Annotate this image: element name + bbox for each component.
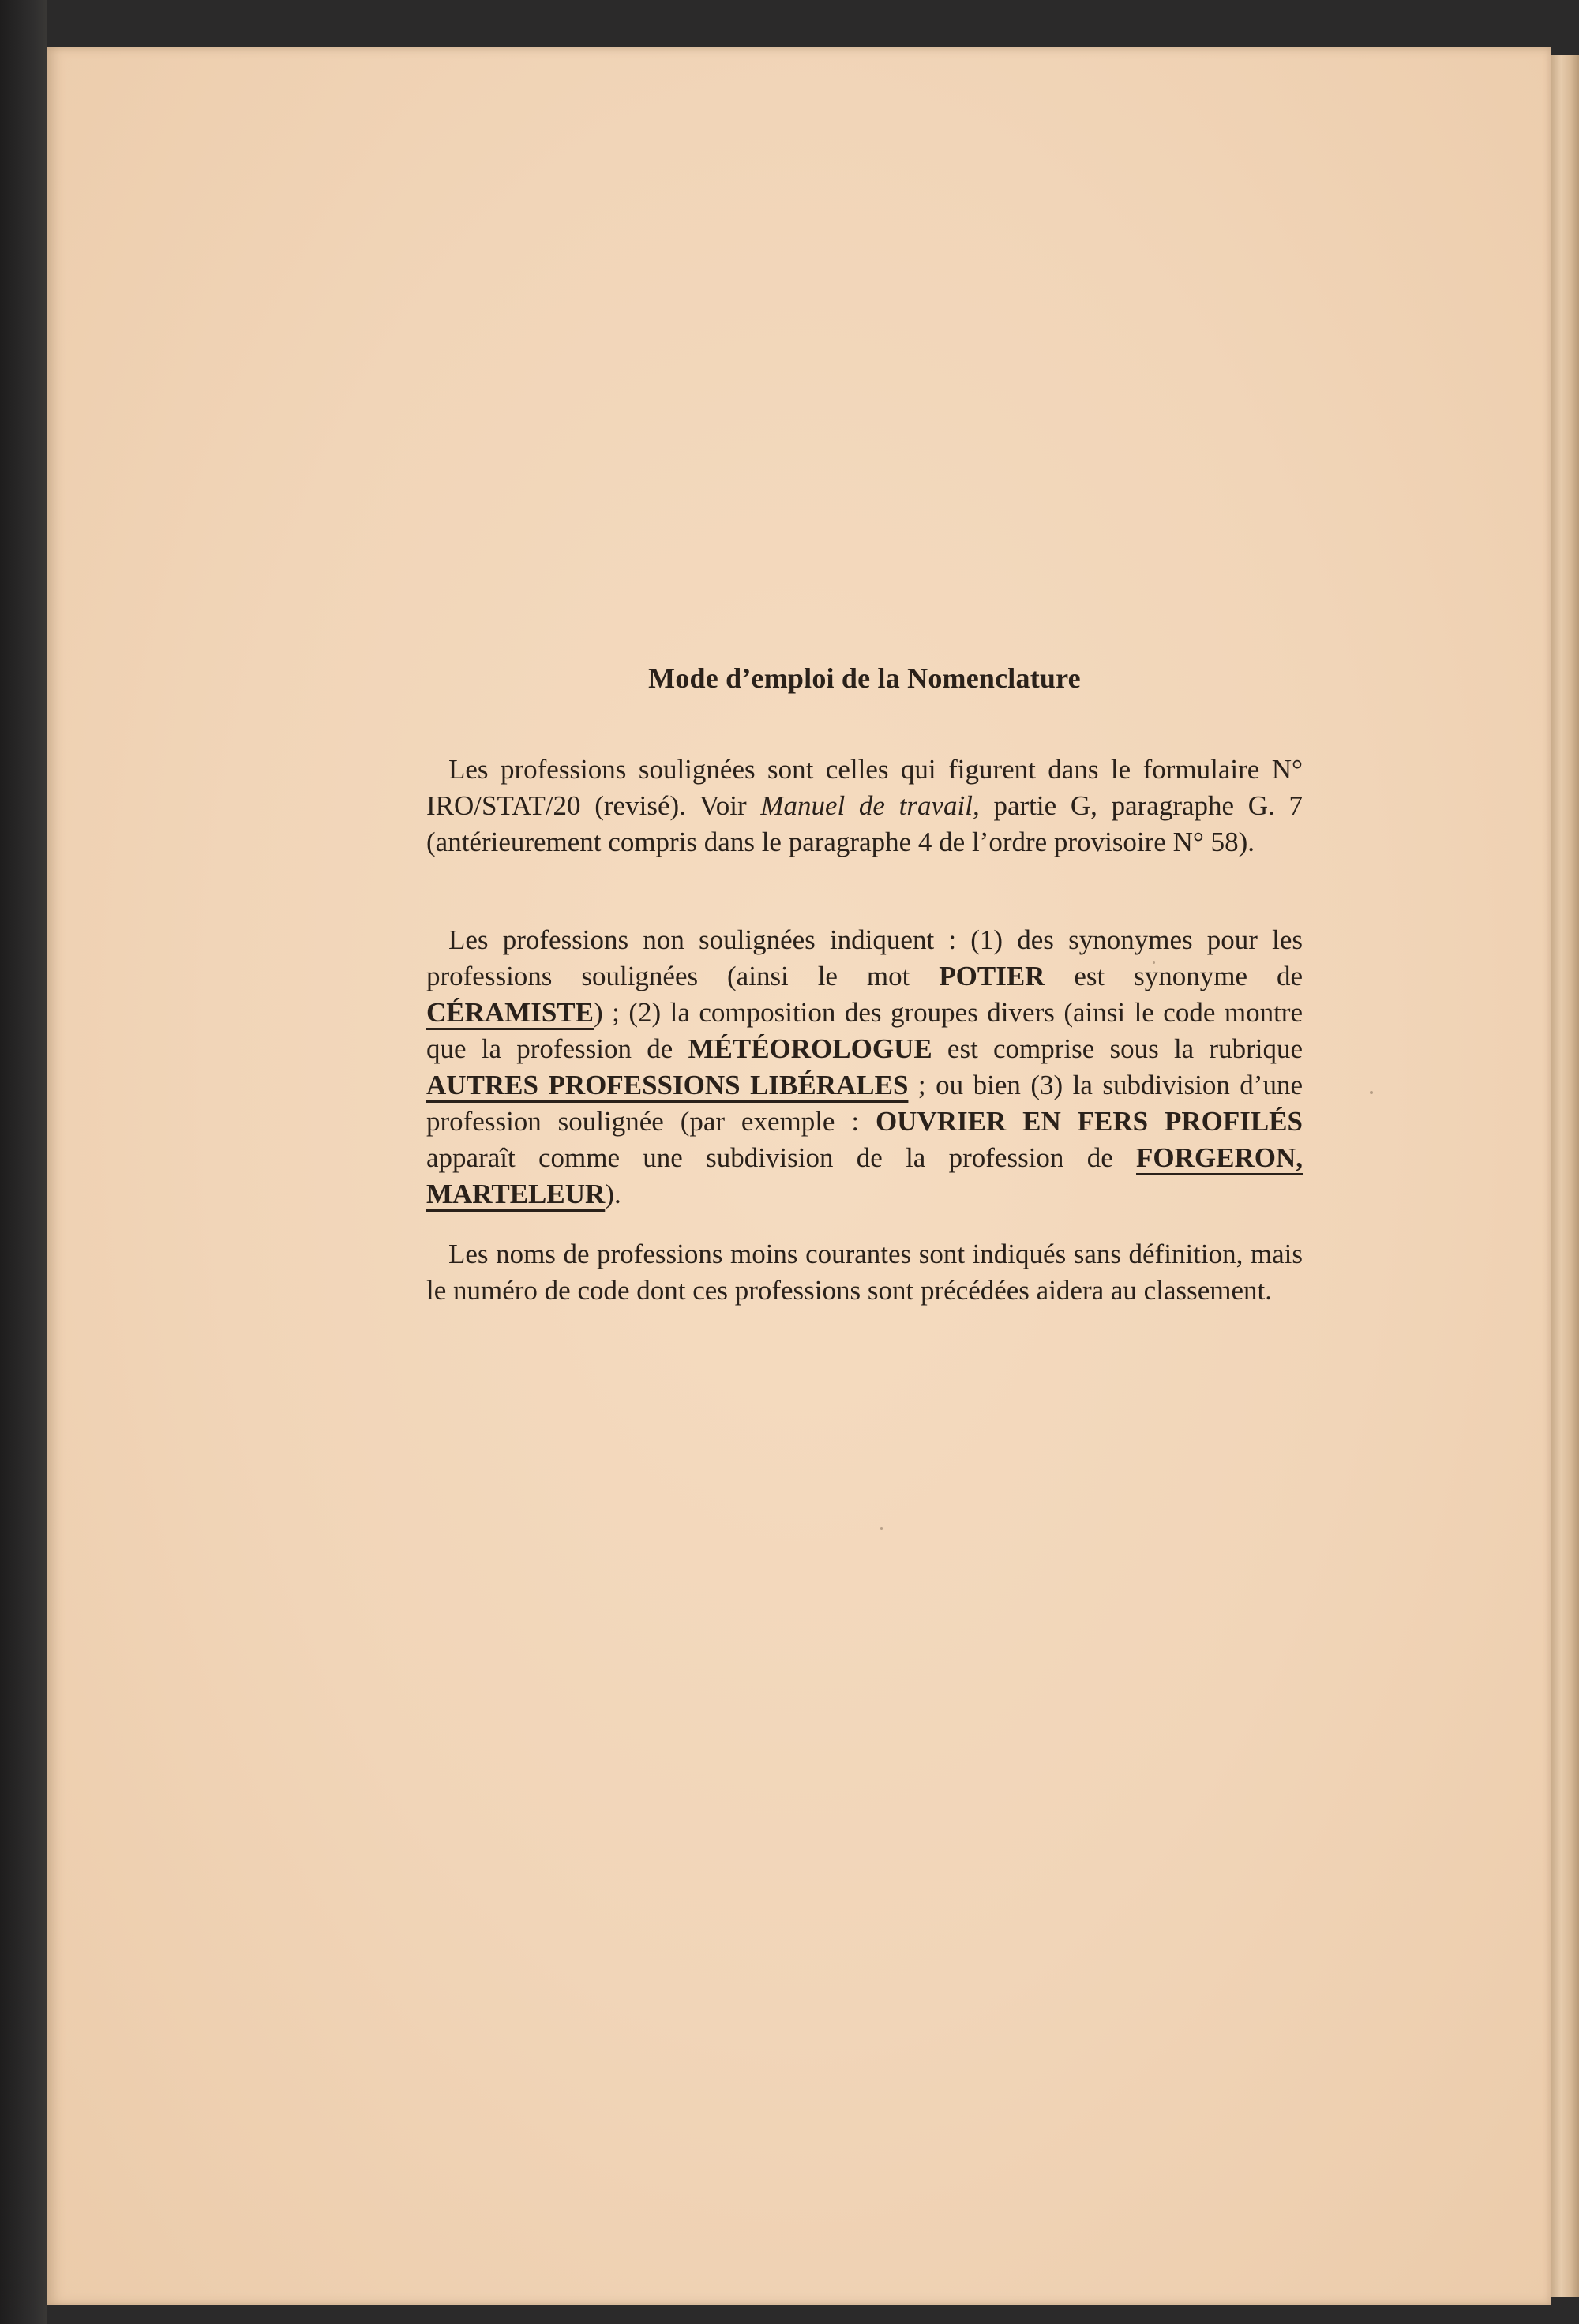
- text: est comprise sous la rubrique: [932, 1033, 1303, 1064]
- underlined-term: FORGERON, MARTELEUR: [426, 1142, 1303, 1209]
- text: ; ou bien (3) la subdivision d’une profession soulignée (par exemple :: [426, 1070, 1303, 1137]
- paragraph-3: [426, 1236, 1303, 1309]
- text: partie G, paragraphe G. 7 (antérieurement compris dans le paragraphe 4 de l’ordre provisoire N° 58).: [426, 790, 1303, 857]
- page-title: Mode d’emploi de la Nomenclature: [648, 662, 1081, 694]
- paragraph-1: [426, 752, 1303, 860]
- bold-term: MÉTÉOROLOGUE: [688, 1033, 932, 1064]
- bold-term: OUVRIER EN FERS PROFILÉS: [875, 1106, 1303, 1137]
- text: ).: [605, 1179, 621, 1209]
- italic-text: Manuel de travail,: [760, 790, 980, 821]
- underlined-term: AUTRES PROFESSIONS LIBÉRALES: [426, 1070, 909, 1100]
- text: est synonyme de: [1045, 961, 1303, 991]
- text: Les professions soulignées sont celles qui figurent dans le formulaire N° IRO/STAT/20 (revisé). Voir: [426, 754, 1303, 821]
- book-spine: [0, 0, 47, 2324]
- paper-speck: [880, 1527, 883, 1530]
- next-page-edge: [1551, 55, 1579, 2297]
- text: Les noms de professions moins courantes sont indiqués sans définition, mais le numéro de code dont ces professions sont précédées aidera au classement.: [426, 1239, 1303, 1306]
- text: Les professions non soulignées indiquent : (1) des synonymes pour les professions soulignées (ainsi le mot: [426, 924, 1303, 991]
- text: apparaît comme une subdivision de la profession de: [426, 1142, 1137, 1173]
- bold-term: POTIER: [939, 961, 1045, 991]
- paragraph-2: [426, 922, 1303, 1213]
- underlined-term: CÉRAMISTE: [426, 997, 594, 1028]
- paper-speck: [1370, 1091, 1373, 1094]
- text: ) ; (2) la composition des groupes divers (ainsi le code montre que la profession de: [426, 997, 1303, 1064]
